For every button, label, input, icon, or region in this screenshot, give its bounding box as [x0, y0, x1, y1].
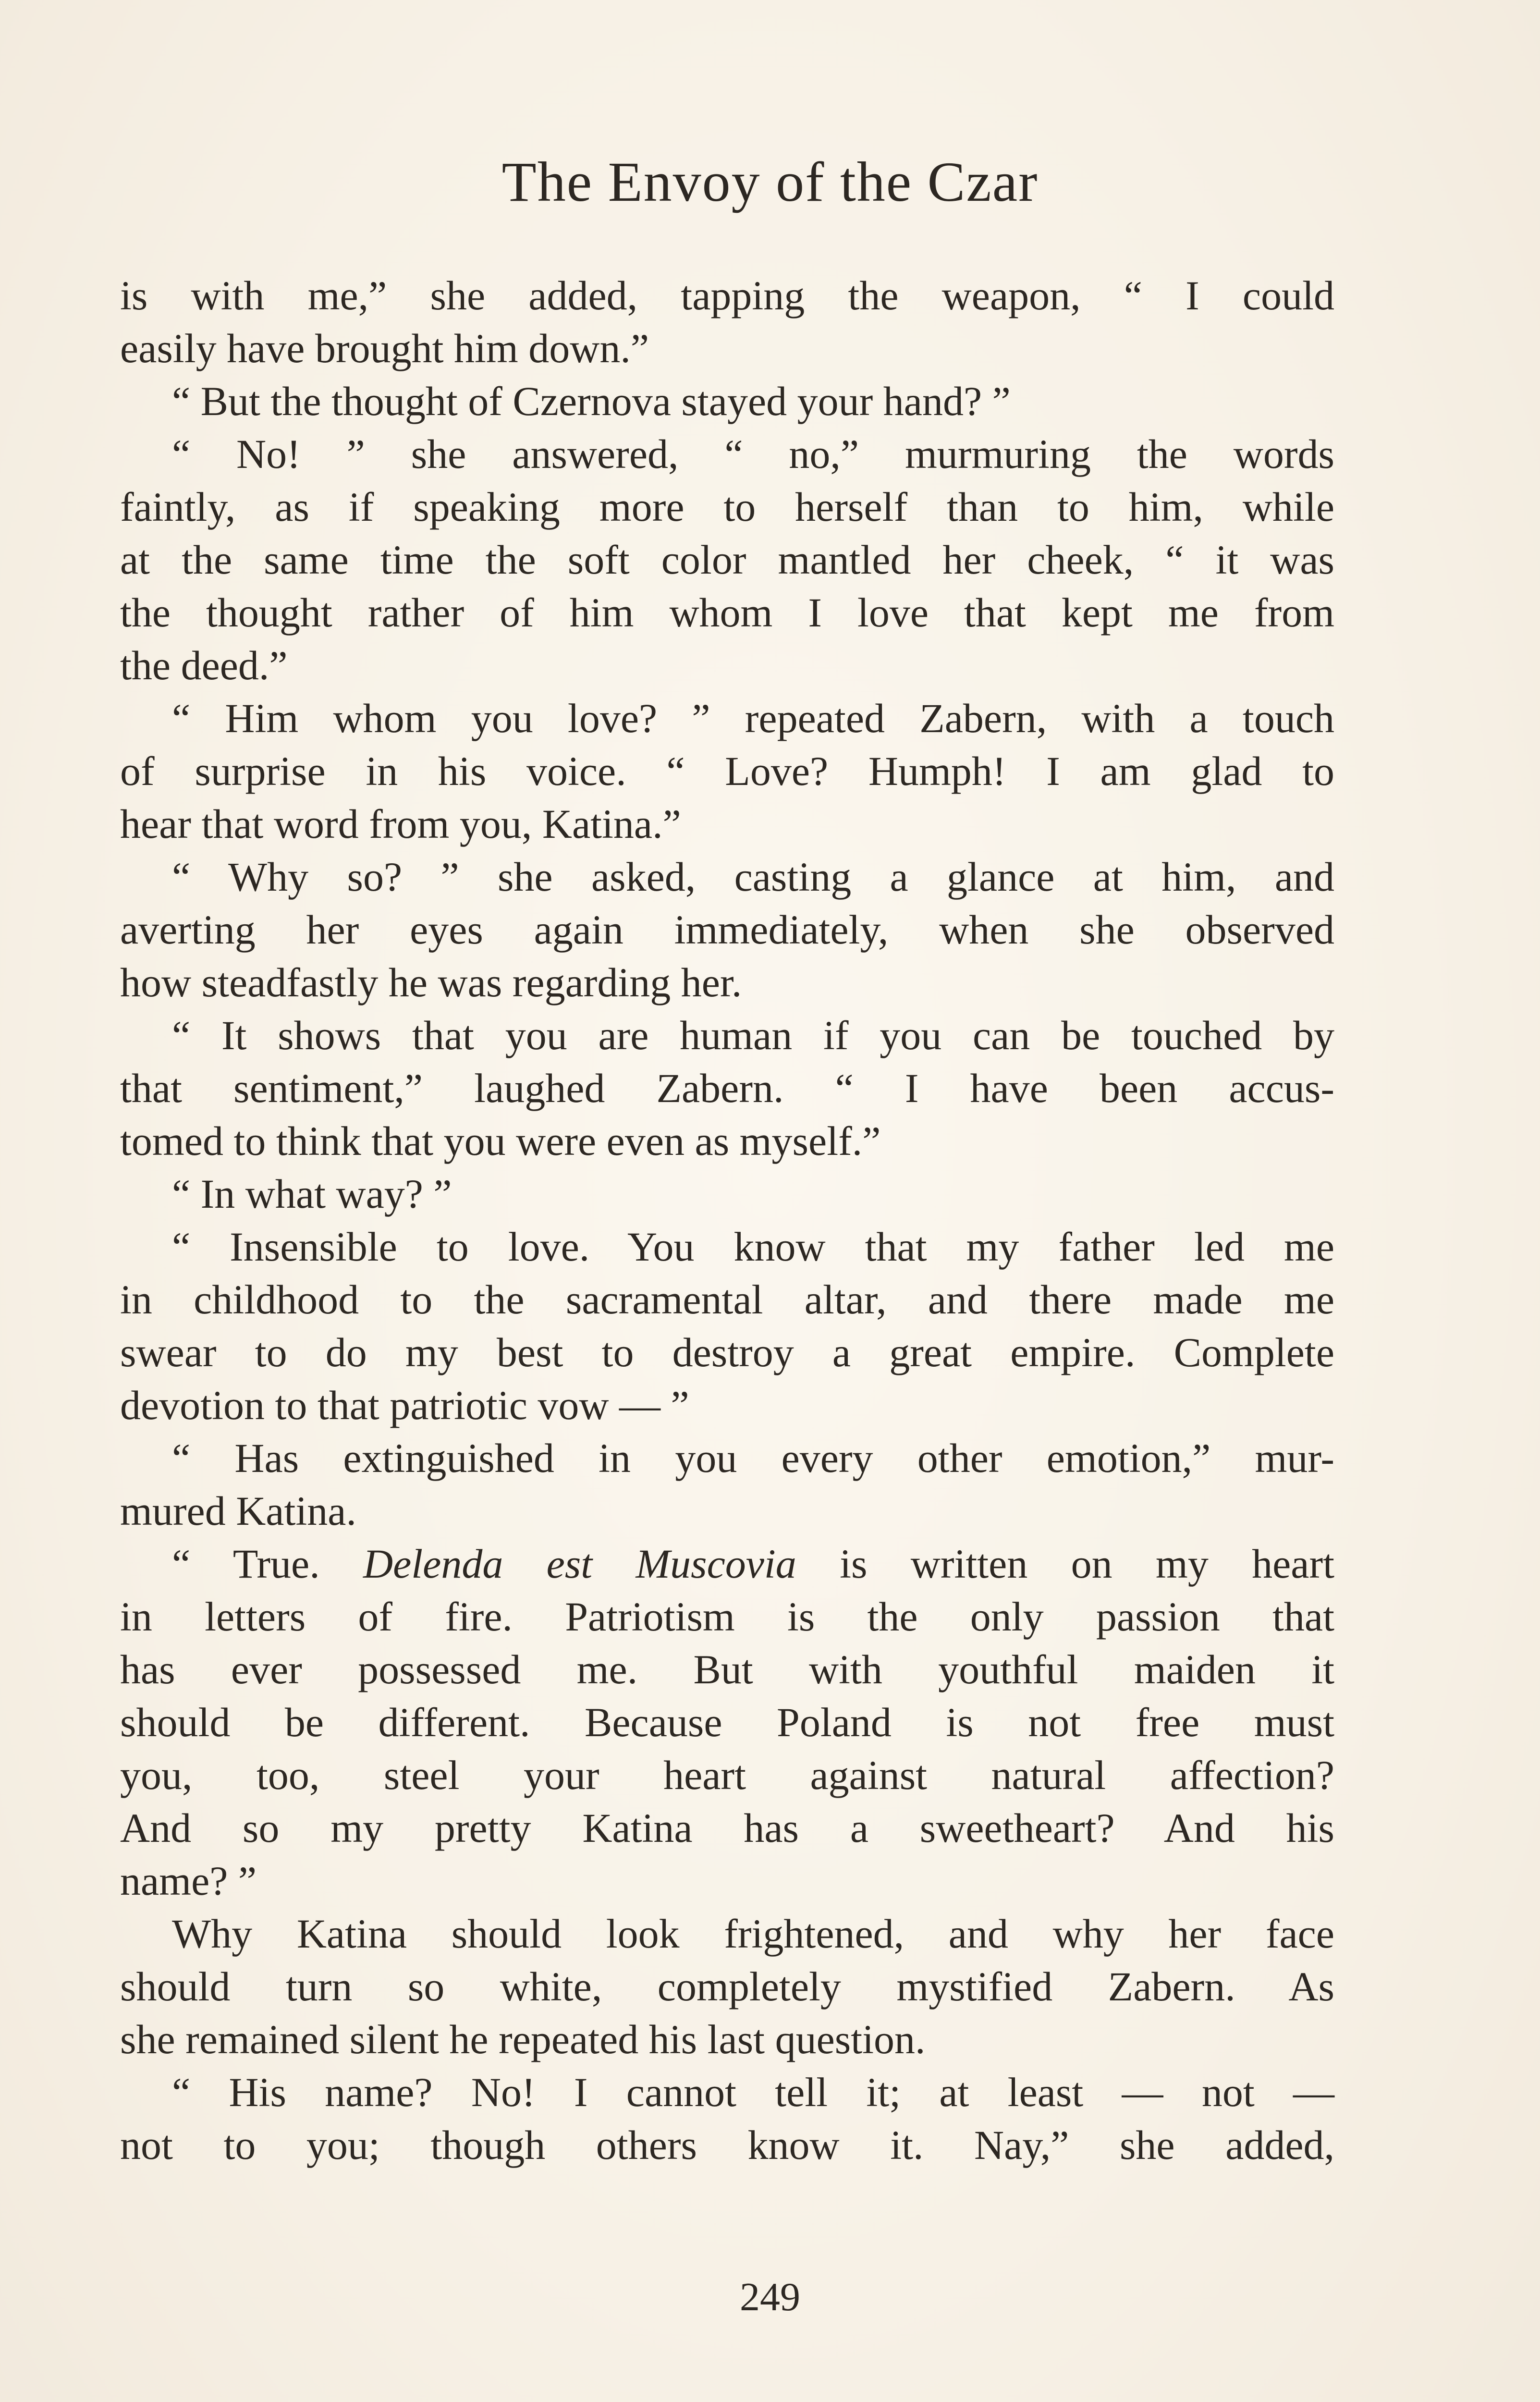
text-line: the deed.”	[120, 642, 288, 688]
text-line: “ Insensible to love. You know that my father led me	[172, 1224, 1334, 1270]
text-line: Why Katina should look frightened, and why her face	[172, 1911, 1334, 1957]
text-line: “ No! ” she answered, “ no,” murmuring the words	[172, 431, 1334, 477]
text-line: “ Has extinguished in you every other emotion,” mur-	[172, 1435, 1334, 1481]
text-line: mured Katina.	[120, 1488, 356, 1534]
text-line: should turn so white, completely mystified Zabern. As	[120, 1963, 1334, 2010]
text-line: easily have brought him down.”	[120, 325, 649, 371]
text-line: tomed to think that you were even as myself.”	[120, 1118, 881, 1164]
text-line: faintly, as if speaking more to herself than to him, while	[120, 484, 1334, 530]
text-line: devotion to that patriotic vow — ”	[120, 1382, 689, 1428]
text-line: And so my pretty Katina has a sweetheart? And his	[120, 1805, 1334, 1851]
text-line: the thought rather of him whom I love that kept me from	[120, 589, 1334, 636]
text-line: “ His name? No! I cannot tell it; at least — not —	[172, 2069, 1334, 2115]
text-line: “ Why so? ” she asked, casting a glance at him, and	[172, 854, 1334, 900]
text-line: at the same time the soft color mantled her cheek, “ it was	[120, 537, 1334, 583]
text-line: of surprise in his voice. “ Love? Humph! I am glad to	[120, 748, 1334, 794]
text-line: that sentiment,” laughed Zabern. “ I have been accus-	[120, 1065, 1334, 1111]
italic-phrase: Delenda est Muscovia	[363, 1541, 796, 1587]
running-head: The Envoy of the Czar	[501, 150, 1039, 213]
text-line: has ever possessed me. But with youthful maiden it	[120, 1646, 1334, 1692]
text-line: hear that word from you, Katina.”	[120, 801, 681, 847]
body-text	[120, 269, 1334, 2171]
text-line: you, too, steel your heart against natural affection?	[120, 1752, 1334, 1798]
text-line: “ Him whom you love? ” repeated Zabern, with a touch	[172, 695, 1334, 741]
text-line: “ In what way? ”	[172, 1171, 452, 1217]
page-number: 249	[740, 2275, 800, 2319]
text-segment: “ True.	[172, 1541, 364, 1587]
text-line: how steadfastly he was regarding her.	[120, 959, 742, 1005]
text-line	[120, 1537, 1334, 1590]
text-line: should be different. Because Poland is not free must	[120, 1699, 1334, 1745]
text-line: in letters of fire. Patriotism is the only passion that	[120, 1593, 1334, 1640]
text-line: is with me,” she added, tapping the weapon, “ I could	[120, 272, 1334, 319]
text-line: name? ”	[120, 1858, 257, 1904]
text-line: in childhood to the sacramental altar, and there made me	[120, 1276, 1334, 1323]
text-line: “ It shows that you are human if you can be touched by	[172, 1012, 1334, 1058]
text-line: swear to do my best to destroy a great empire. Complete	[120, 1329, 1334, 1375]
text-line: averting her eyes again immediately, when she observed	[120, 907, 1334, 953]
text-line: she remained silent he repeated his last question.	[120, 2016, 926, 2062]
text-line: “ But the thought of Czernova stayed your hand? ”	[172, 378, 1011, 424]
text-segment: is written on my heart	[796, 1541, 1334, 1587]
text-line: not to you; though others know it. Nay,” she added,	[120, 2122, 1334, 2168]
